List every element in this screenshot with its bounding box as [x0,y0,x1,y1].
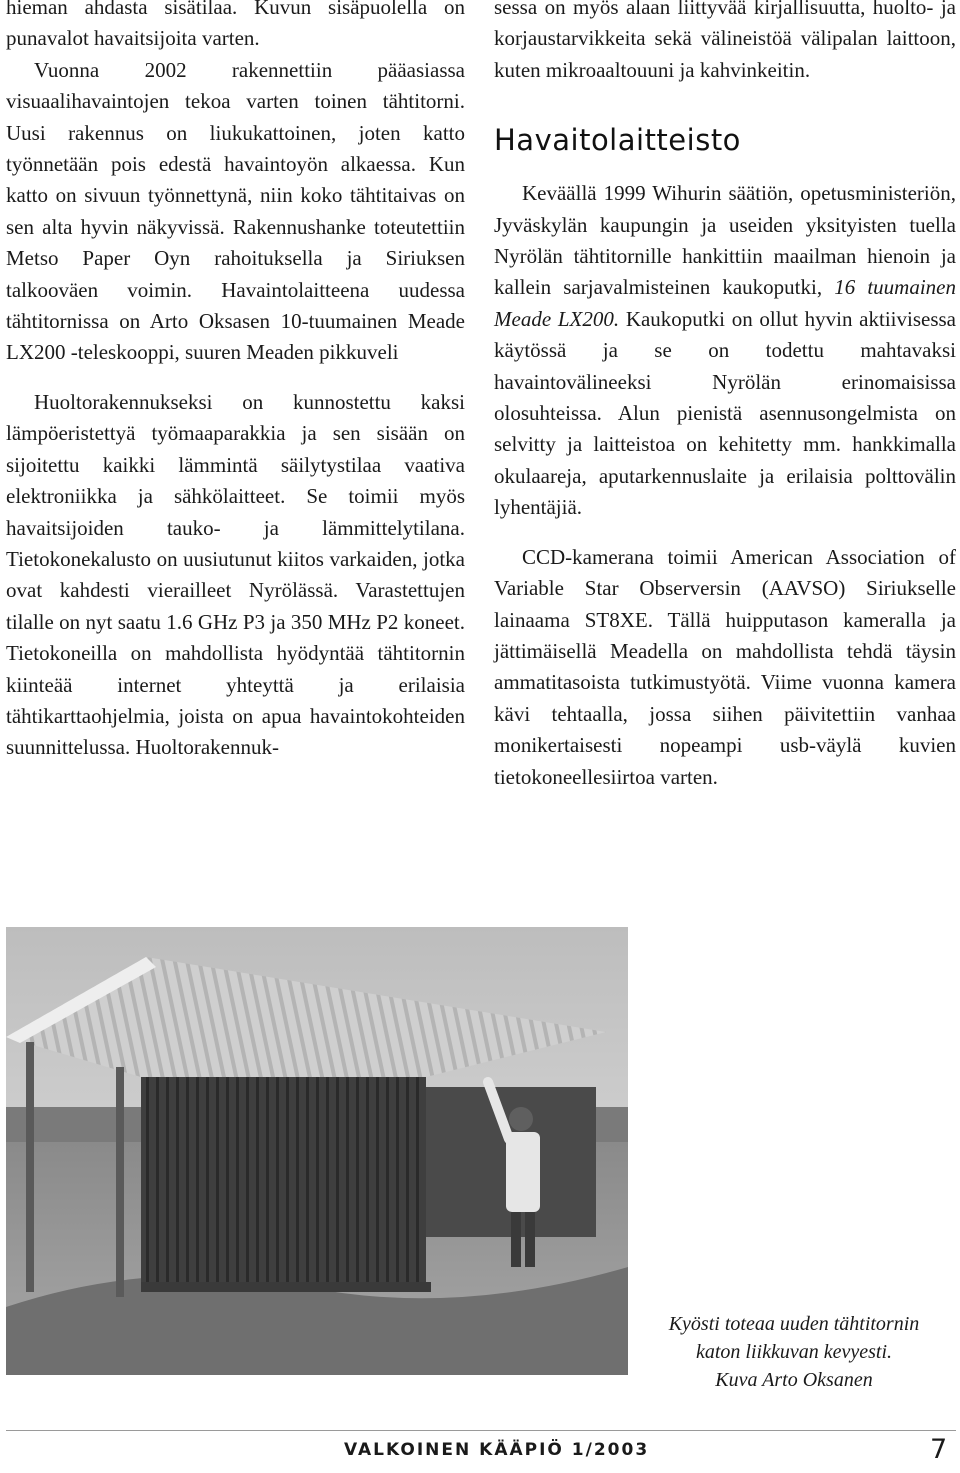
section-heading: Havaitolaitteisto [494,123,741,158]
roof-post-middle [116,1067,124,1297]
right-paragraph-3: CCD-kamerana toimii American Association of Variable Star Observersin (AAVSO) Siriukselle lainaama ST8XE. Tällä huipputason kameralla ja jättimäisellä Meadella on mahdollista tehdä täysin ammatitasoista tutkimustyötä. Viime vuonna kamera kävi tehtaalla, jossa siihen päivitettiin vanhaa monikertaisesti nopeampi usb-väylä kuvien tietokoneellesiirtoa varten. [494,544,956,789]
photo-caption [636,1310,952,1394]
observatory-photo [6,927,628,1375]
right-paragraph-1: sessa on myös alaan liittyvää kirjallisuutta, huolto- ja korjaustarvikkeita sekä välineistöä välipalan laittoon, kuten mikroaaltouuni ja kahvinkeitin. [494,0,956,82]
telescope-model-italic: 16 tuumainen Meade LX200. [494,275,956,331]
caption-line-2: katon liikkuvan kevyesti. [695,1341,892,1363]
right-paragraph-2-end: Kaukoputki on ollut hyvin aktiivisessa käytössä ja se on todettu mahtavaksi havaintovälineeksi Nyrölän erinomaisissa olosuhteissa. Alun pienistä asennusongelmista on selvitty ja laitteistoa on kehitetty mm. hankkimalla okulaareja, aputarkennuslaite ja erilaisia polttovälin lyhentäjiä. [494,306,956,520]
person-jacket [506,1132,540,1212]
photo-illustration [6,927,628,1375]
left-text-column [6,0,465,764]
left-paragraph-3: Huoltorakennukseksi on kunnostettu kaksi lämpöeristettyä työmaaparakkia ja sen sisään on sijoitettu kaikki lämmintä säilytystilaa vaativa elektroniikka ja sähkölaitteet. Se toimii myös havaitsijoiden tauko- ja lämmittelytilana. Tietokonekalusto on uusiutunut kiitos varkaiden, jotka ovat kahdesti vierailleet Nyrölässä. Varastettujen tilalle on nyt saatu 1.6 GHz P3 ja 350 MHz P2 koneet. Tietokoneilla on mahdollista hyödyntää tähtitornin kiinteää internet yhteyttä ja erilaisia tähtikarttaohjelmia, joista on apua havaintokohteiden suunnittelussa. Huoltorakennuk- [6,389,465,760]
right-paragraph-2-start: Keväällä 1999 Wihurin säätiön, opetusministeriön, Jyväskylän kaupungin ja useiden yksityisten tuella Nyrölän tähtitornille hankittiin maailman hienoin ja kallein sarjavalmisteinen kaukoputki, [494,181,956,300]
caption-line-3: Kuva Arto Oksanen [715,1369,873,1391]
roof-post-left [26,1042,34,1292]
left-paragraph-2: Vuonna 2002 rakennettiin pääasiassa visuaalihavaintojen tekoa varten toinen tähtitorni. Uusi rakennus on liukukattoinen, joten katto työnnetään pois edestä havaintoyön alkaessa. Kun katto on sivuun työnnettynä, niin koko tähtitaivas on sen alta hyvin näkyvissä. Rakennushanke toteutettiin Metso Paper Oyn rahoituksella ja Siriuksen talkooväen voimin. Havaintolaitteena uudessa tähtitornissa on Arto Oksasen 10-tuumainen Meade LX200 -teleskooppi, suuren Meaden pikkuveli [6,57,465,365]
caption-line-1: Kyösti toteaa uuden tähtitornin [668,1313,920,1335]
footer-publication: VALKOINEN KÄÄPIÖ 1/2003 [344,1440,650,1460]
shed-base [141,1282,431,1292]
person-head [509,1107,533,1131]
left-paragraph-1: hieman ahdasta sisätilaa. Kuvun sisäpuolella on punavalot havaitsijoita varten. [6,0,465,51]
person-leg-left [511,1212,521,1267]
footer-rule [6,1430,956,1431]
person-leg-right [525,1212,535,1267]
page-number: 7 [930,1434,948,1465]
right-text-column [494,0,956,793]
shed-wall [141,1077,426,1287]
right-paragraph-2 [494,178,956,523]
